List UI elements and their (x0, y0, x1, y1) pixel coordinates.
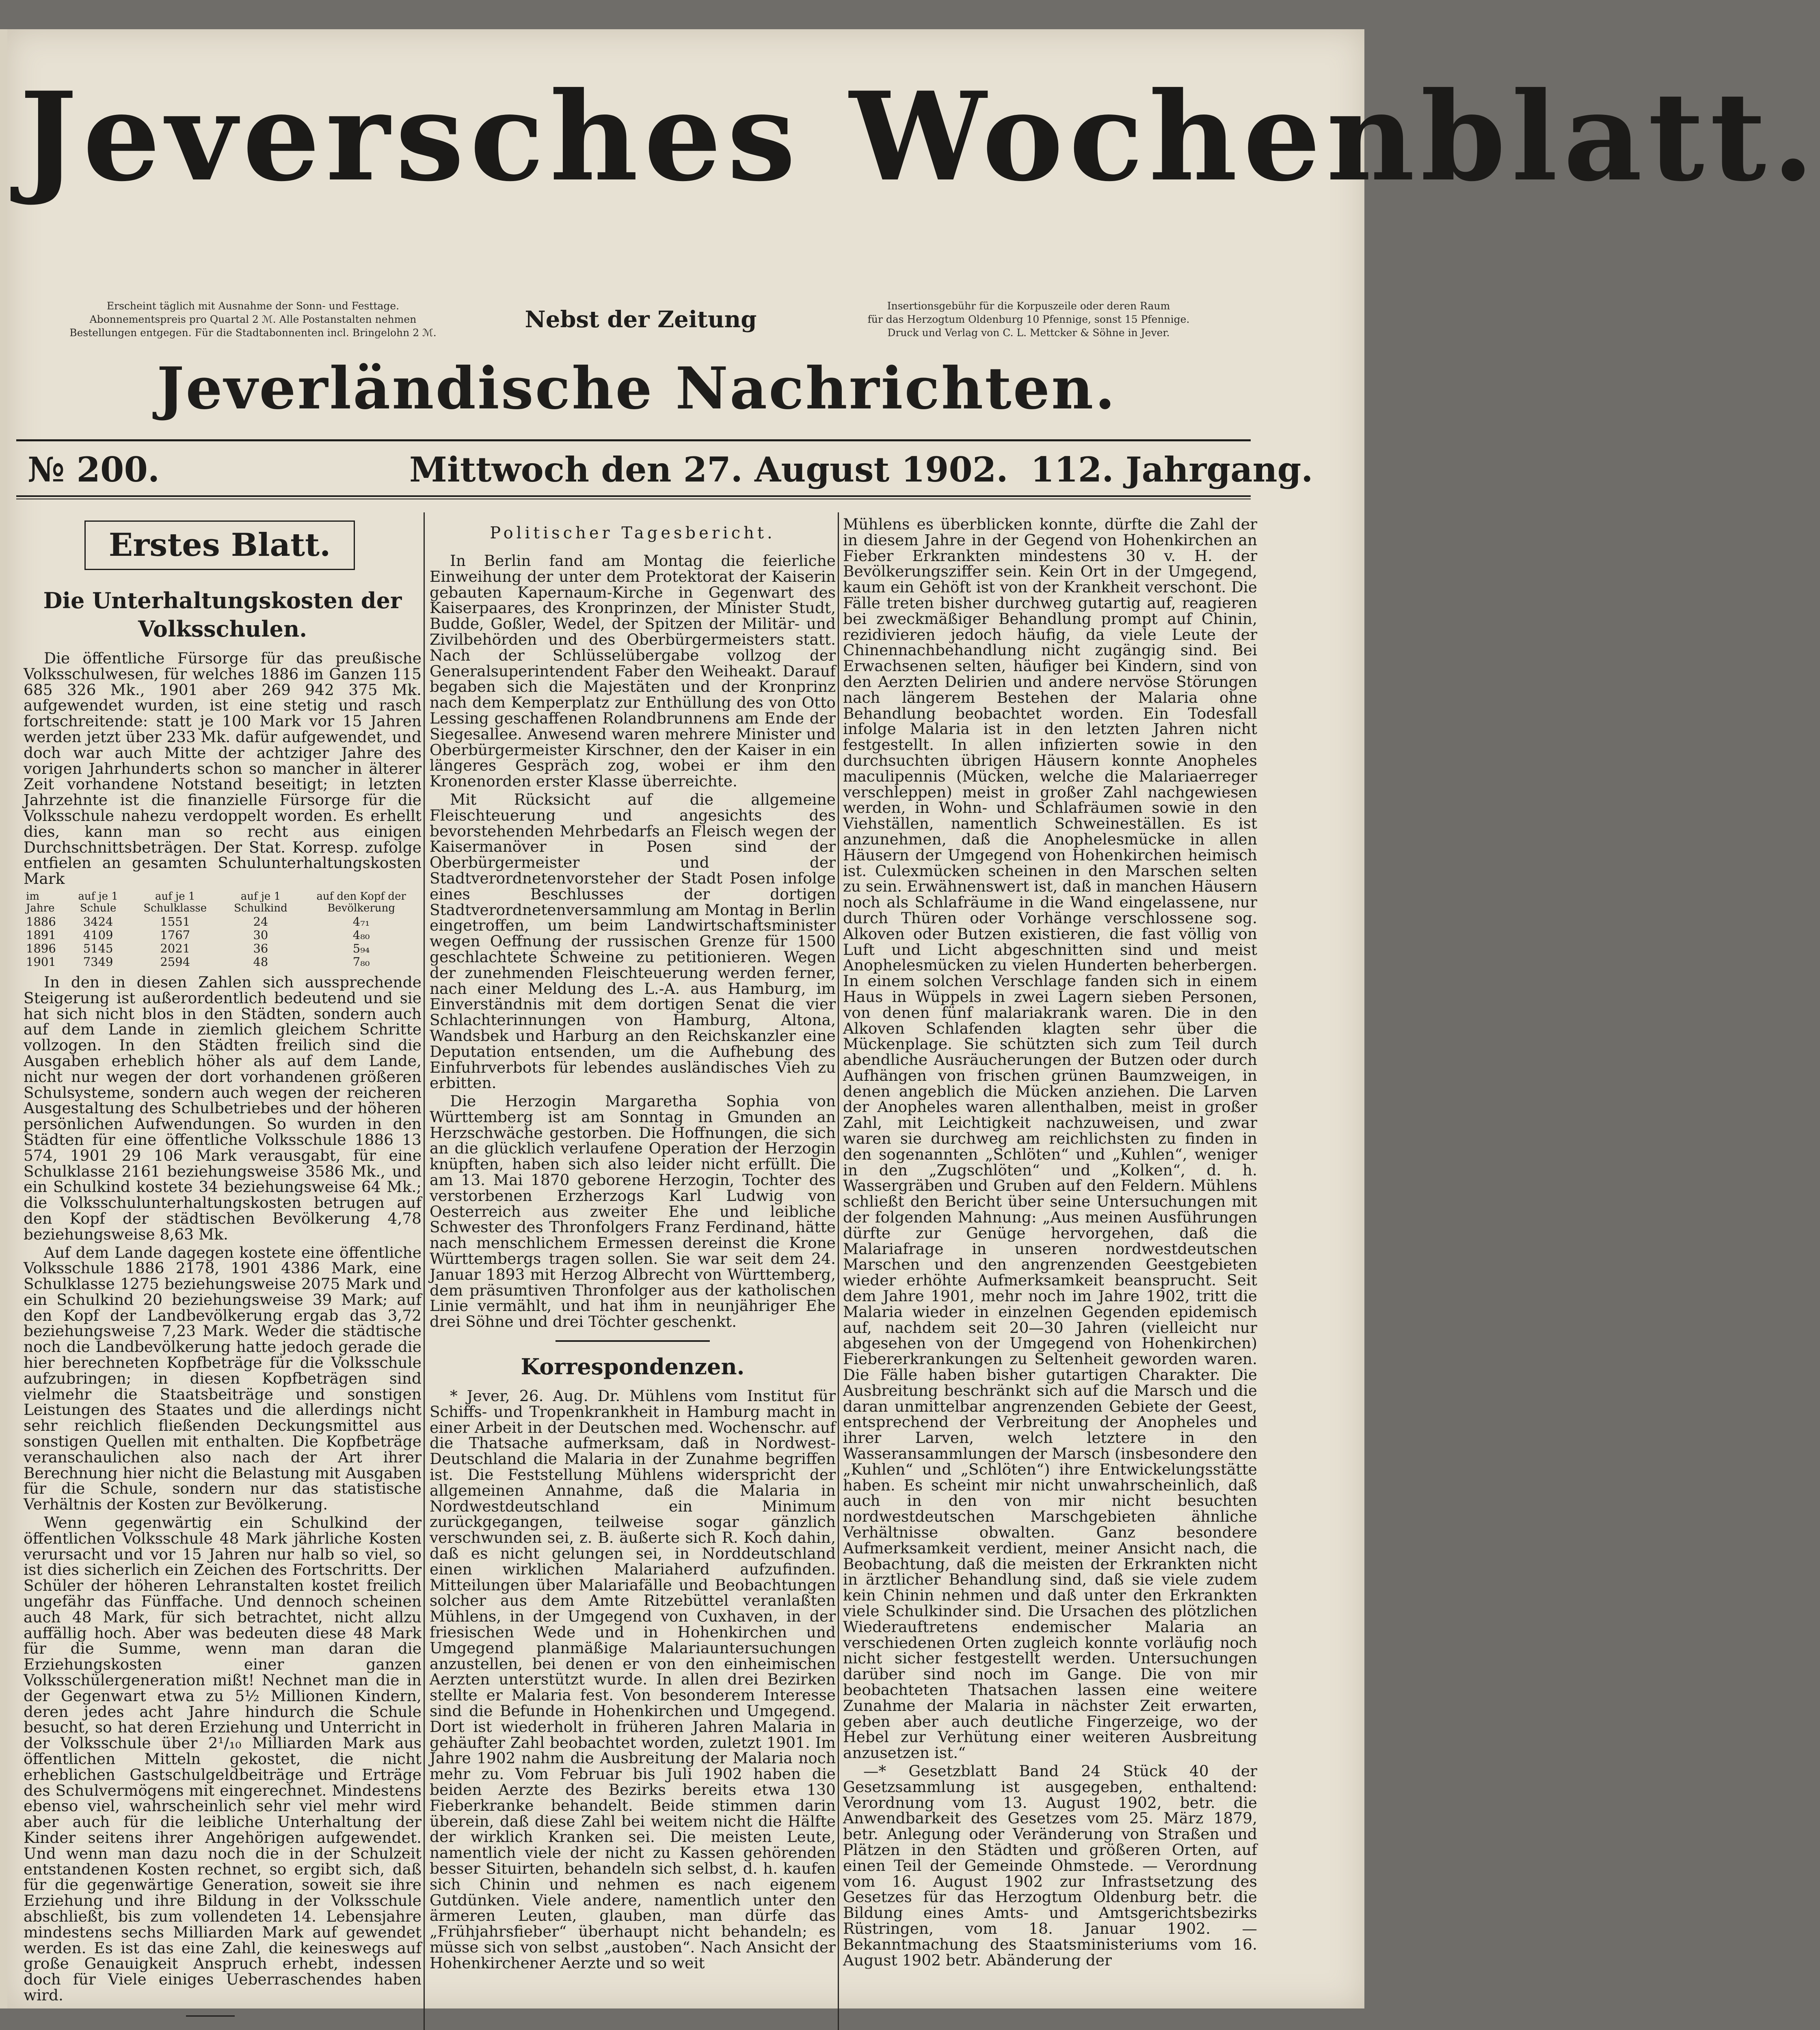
issue-volume: 112. Jahrgang. (1031, 449, 1313, 490)
table-cell: 1886 (26, 914, 56, 929)
article-paragraph: Mit Rücksicht auf die allgemeine Fleischteuerung und angesichts des bevorstehenden Mehrbedarfs an Fleisch wegen der Kaisermanöver in Posen sind der Oberbürgermeister und der Stadtverordnetenvorsteher der Stadt Posen infolge eines Beschlusses der dortigen Stadtverordnetenversammlung am Montag in Berlin eingetroffen, um beim Landwirtschaftsminister wegen Oeffnung der russischen Grenze für 1500 geschlachtete Schweine zu petitionieren. Wegen der zunehmenden Fleischteuerung werden ferner, nach einer Meldung des L.-A. aus Hamburg, im Einverständnis mit dem dortigen Senat die vier Schlachterinnungen von Hamburg, Altona, Wandsbek und Harburg an den Reichskanzler eine Deputation entsenden, um die Aufhebung des Einfuhrverbots für lebendes ausländisches Vieh zu erbitten. (430, 790, 836, 1092)
issue-number: № 200. (28, 449, 160, 490)
table-cell: 24 (253, 914, 268, 929)
table-cell: 2594 (160, 955, 190, 969)
advertising-line: Insertionsgebühr für die Korpuszeile oder deren Raum (887, 300, 1170, 312)
subscription-info (50, 299, 456, 339)
adjacent-page-edge (0, 29, 8, 2008)
table-header-cell: auf den Kopf der Bevölkerung (316, 890, 406, 914)
section-label: Erstes Blatt. (84, 520, 355, 570)
article-paragraph: Die Herzogin Margaretha Sophia von Württemberg ist am Sonntag in Gmunden an Herzschwäche gestorben. Die Hoffnungen, die sich an die glücklich verlaufene Operation der Herzogin knüpften, haben sich also leider nicht erfüllt. Die am 13. Mai 1870 geborene Herzogin, Tochter des verstorbenen Erzherzogs Karl Ludwig von Oesterreich aus zweiter Ehe und leibliche Schwester des Thronfolgers Franz Ferdinand, hätte nach menschlichem Ermessen dereinst die Krone Württembergs tragen sollen. Sie war seit dem 24. Januar 1893 mit Herzog Albrecht von Württemberg, dem präsumtiven Thronfolger aus der katholischen Linie vermählt, und hat ihm in neunjähriger Ehe drei Söhne und drei Töchter geschenkt. (430, 1092, 836, 1331)
article-end-rule (186, 2015, 235, 2017)
table-header-row (24, 890, 421, 915)
table-cell: 1891 (26, 928, 56, 942)
subscription-line: Bestellungen entgegen. Für die Stadtabonnenten incl. Bringelohn 2 ℳ. (69, 327, 437, 339)
article-paragraph: In Berlin fand am Montag die feierliche Einweihung der unter dem Protektorat der Kaiserin gebauten Kapernaum-Kirche in Gegenwart des Kaiserpaares, des Kronprinzen, der Minister Studt, Budde, Goßler, Wedel, der Spitzen der Militär- und Zivilbehörden und des Oberbürgermeisters statt. Nach der Schlüsselübergabe vollzog der Generalsuperintendent Faber den Weiheakt. Darauf begaben sich die Majestäten und der Kronprinz nach dem Kemperplatz zur Enthüllung des von Otto Lessing geschaffenen Rolandbrunnens am Ende der Siegesallee. Anwesend waren mehrere Minister und Oberbürgermeister Kirschner, den der Kaiser in ein längeres Gespräch zog, wobei er ihm den Kronenorden erster Klasse überreichte. (430, 552, 836, 790)
header-rule-top (16, 439, 1251, 441)
table-cell: 36 (253, 941, 268, 955)
table-cell: 1551 (160, 914, 190, 929)
advertising-info (813, 299, 1244, 339)
table-row (24, 955, 421, 969)
table-cell: 30 (253, 928, 268, 942)
subscription-line: Abonnementspreis pro Quartal 2 ℳ. Alle Postanstalten nehmen (89, 313, 417, 325)
masthead-subtitle: Jeverländische Nachrichten. (157, 355, 1117, 422)
statistics-table (24, 890, 421, 969)
table-cell: 5145 (83, 941, 113, 955)
section-separator (556, 1340, 710, 1342)
column-rule (424, 512, 425, 2030)
table-cell: 1896 (26, 941, 56, 955)
table-cell: 1767 (160, 928, 190, 942)
table-header-cell: auf je 1 Schulkind (234, 890, 287, 914)
article-paragraph: Mühlens es überblicken konnte, dürfte die Zahl der in diesem Jahre in der Gegend von Hohenkirchen an Fieber Erkrankten mindestens 30 v. H. der Bevölkerungsziffer sein. Kein Ort in der Umgegend, kaum ein Gehöft ist von der Krankheit verschont. Die Fälle treten bisher durchweg gutartig auf, reagieren bei zweckmäßiger Behandlung prompt auf Chinin, rezidivieren jedoch häufig, da viele Leute der Chinennachbehandlung nicht zugängig sind. Bei Erwachsenen selten, häufiger bei Kindern, sind von den Aerzten Delirien und andere nervöse Störungen nach längerem Bestehen der Malaria ohne Behandlung beobachtet worden. Ein Todesfall infolge Malaria ist in den letzten Jahren nicht festgestellt. In allen infizierten sowie in den durchsuchten übrigen Häusern konnte Anopheles maculipennis (Mücken, welche die Malariaerreger verschleppen) meist in großer Zahl nachgewiesen werden, in Wohn- und Schlafräumen sowie in den Viehställen, namentlich Schweineställen. Es ist anzunehmen, daß die Anophelesmücke in allen Häusern der Umgegend von Hohenkirchen heimisch ist. Culexmücken scheinen in den Marschen selten zu sein. Erwähnenswert ist, daß in manchen Häusern noch als Schlafräume in die Wand eingelassene, nur durch Thüren oder Vorhänge verschlossene sog. Alkoven oder Butzen existieren, die fast völlig von Luft und Licht abgeschnitten sind und meist Anophelesmücken zu vielen Hunderten beherbergen. In einem solchen Verschlage fanden sich in einem Haus in Wüppels in zwei Lagern sieben Personen, von denen fünf malariakrank waren. Die in den Alkoven Schlafenden klagten sehr über die Mückenplage. Sie schützten sich zum Teil durch abendliche Ausräucherungen der Butzen oder durch Aufhängen von frischen grünen Baumzweigen, in denen angeblich die Mücken anziehen. Die Larven der Anopheles waren allenthalben, meist in großer Zahl, mit Leichtigkeit nachzuweisen, und zwar waren sie durchweg am reichlichsten zu finden in den sogenannten „Schlöten“ und „Kuhlen“, weniger in den „Zugschlöten“ und „Kolken“, d. h. Wassergräben und Gruben auf den Feldern. Mühlens schließt den Bericht über seine Untersuchungen mit der folgenden Mahnung: „Aus meinen Ausführungen dürfte zur Genüge hervorgehen, daß die Malariafrage in unseren nordwestdeutschen Marschen und den angrenzenden Geestgebieten wieder erhöhte Aufmerksamkeit beansprucht. Seit dem Jahre 1901, mehr noch im Jahre 1902, tritt die Malaria wieder in einzelnen Gegenden epidemisch auf, nachdem seit 20—30 Jahren (vielleicht nur abgesehen von der Umgegend von Hohenkirchen) Fiebererkrankungen zu Seltenheit geworden waren. Die Fälle haben bisher gutartigen Charakter. Die Ausbreitung beschränkt sich auf die Marsch und die daran unmittelbar angrenzenden Gebiete der Geest, entsprechend der Verbreitung der Anopheles und ihrer Larven, welch letztere in den Wasseransammlungen der Marsch (insbesondere den „Kuhlen“ und „Schlöten“) ihre Entwickelungsstätte haben. Es scheint mir nicht unwahrscheinlich, daß auch in den von mir nicht besuchten nordwestdeutschen Marschgebieten ähnliche Verhältnisse obwalten. Ganz besondere Aufmerksamkeit verdient, meiner Ansicht nach, die Beobachtung, daß die meisten der Erkrankten nicht in ärztlicher Behandlung sind, daß sie viele zudem kein Chinin nehmen und daß unter den Erkrankten viele Schulkinder sind. Die Ursachen des plötzlichen Wiederauftretens endemischer Malaria an verschiedenen Orten zugleich konnte vorläufig noch nicht sicher festgestellt werden. Untersuchungen darüber sind noch im Gange. Die von mir beobachteten Thatsachen lassen eine weitere Zunahme der Malaria in nächster Zeit erwarten, geben aber auch deutliche Fingerzeige, wo der Hebel zur Verhütung einer weiteren Ausbreitung anzusetzen ist.“ (843, 515, 1257, 1762)
table-cell: 7349 (83, 955, 113, 969)
table-cell: 1901 (26, 955, 56, 969)
article-paragraph: In den in diesen Zahlen sich aussprechende Steigerung ist außerordentlich bedeutend und sie hat sich nicht blos in den Städten, sondern auch auf dem Lande in ziemlich gleichem Schritte vollzogen. In den Städten freilich sind die Ausgaben erheblich höher als auf dem Lande, nicht nur wegen der dort vorhandenen größeren Schulsysteme, sondern auch wegen der reicheren Ausgestaltung des Schulbetriebes und der höheren persönlichen Aufwendungen. So wurden in den Städten für eine öffentliche Volksschule 1886 13 574, 1901 29 106 Mark verausgabt, für eine Schulklasse 2161 beziehungsweise 3586 Mk., und ein Schulkind kostete 34 beziehungsweise 64 Mk.; die Volksschulunterhaltungskosten betrugen auf den Kopf der städtischen Bevölkerung 4,78 beziehungsweise 8,63 Mk. (24, 973, 421, 1243)
article-heading: Die Unterhaltungskosten der Volksschulen. (43, 587, 402, 642)
table-cell: 3424 (83, 914, 113, 929)
advertising-line: für das Herzogtum Oldenburg 10 Pfennige, sonst 15 Pfennige. (867, 313, 1190, 325)
column-3 (843, 516, 1257, 2030)
masthead-connector: Nebst der Zeitung (525, 306, 757, 333)
table-cell: 2021 (160, 941, 190, 955)
advertising-line: Druck und Verlag von C. L. Mettcker & Söhne in Jever. (887, 327, 1170, 339)
section-heading: Korrespondenzen. (521, 1354, 745, 1380)
column-rule (838, 512, 839, 2030)
article-paragraph: * Jever, 26. Aug. Dr. Mühlens vom Institut für Schiffs- und Tropenkrankheit in Hamburg macht in einer Arbeit in der Deutschen med. Wochenschr. auf die Thatsache aufmerksam, daß in Nordwest-Deutschland die Malaria in der Zunahme begriffen ist. Die Feststellung Mühlens widerspricht der allgemeinen Annahme, daß die Malaria in Nordwestdeutschland ein Minimum zurückgegangen, teilweise sogar gänzlich verschwunden sei, z. B. äußerte sich R. Koch dahin, daß es nicht gelungen sei, in Norddeutschland einen wirklichen Malariaherd aufzufinden. Mitteilungen über Malariafälle und Beobachtungen solcher aus dem Amte Ritzebüttel veranlaßten Mühlens, in der Umgegend von Cuxhaven, in der friesischen Wede und in Hohenkirchen und Umgegend planmäßige Malariauntersuchungen anzustellen, bei denen er von den einheimischen Aerzten unterstützt wurde. In allen drei Bezirken stellte er Malaria fest. Von besonderem Interesse sind die Befunde in Hohenkirchen und Umgegend. Dort ist wiederholt in früheren Jahren Malaria in gehäufter Zahl beobachtet worden, zuletzt 1901. Im Jahre 1902 nahm die Ausbreitung der Malaria noch mehr zu. Vom Februar bis Juli 1902 haben die beiden Aerzte des Bezirks bereits etwa 130 Fieberkranke behandelt. Beide stimmen darin überein, daß diese Zahl bei weitem nicht die Hälfte der wirklich Kranken sei. Die meisten Leute, namentlich viele der nicht zu Kassen gehörenden besser Situirten, behandeln sich selbst, d. h. kaufen sich Chinin und nehmen es nach eigenem Gutdünken. Viele andere, namentlich unter den ärmeren Leuten, glauben, man dürfe das „Frühjahrsfieber“ überhaupt nicht behandeln; es müsse sich von selbst „austoben“. Nach Ansicht der Hohenkirchener Aerzte und so weit (430, 1387, 836, 1972)
column-2 (430, 516, 836, 2030)
table-row (24, 915, 421, 929)
issue-date: Mittwoch den 27. August 1902. (409, 449, 1008, 490)
column-1 (24, 516, 421, 2030)
article-paragraph: Die öffentliche Fürsorge für das preußische Volksschulwesen, für welches 1886 im Ganzen 115 685 326 Mk., 1901 aber 269 942 375 Mk. aufgewendet wurden, ist eine stetig und rasch fortschreitende: statt je 100 Mark vor 15 Jahren werden jetzt über 233 Mk. dafür aufgewendet, und doch war auch Mitte der achtziger Jahre des vorigen Jahrhunderts schon so mancher in älterer Zeit vorhandene Notstand beseitigt; in letzten Jahrzehnte ist die finanzielle Fürsorge für die Volksschule nahezu verdoppelt worden. Es erhellt dies, kann man so recht aus einigen Durchschnittsbeträgen. Der Stat. Korresp. zufolge entfielen an gesamten Schulunterhaltungskosten Mark (24, 649, 421, 888)
section-heading: Politischer Tagesbericht. (490, 524, 776, 542)
subscription-line: Erscheint täglich mit Ausnahme der Sonn- und Festtage. (106, 300, 400, 312)
header-rule-bottom (16, 495, 1251, 497)
newspaper-page (7, 29, 1820, 2008)
table-cell: 4109 (83, 928, 113, 942)
masthead-title: Jeversches Wochenblatt. (19, 65, 1820, 208)
table-cell: 7₈₀ (352, 955, 370, 969)
article-paragraph: Auf dem Lande dagegen kostete eine öffentliche Volksschule 1886 2178, 1901 4386 Mark, eine Schulklasse 1275 beziehungsweise 2075 Mark und ein Schulkind 20 beziehungsweise 39 Mark; auf den Kopf der Landbevölkerung ergab das 3,72 beziehungsweise 7,23 Mark. Weder die städtische noch die Landbevölkerung hatte jedoch gerade die hier berechneten Kopfbeträge für die Volksschule aufzubringen; in diesen Kopfbeträgen sind vielmehr die Staatsbeiträge und sonstigen Leistungen des Staates und die allerdings nicht sehr reichlich fließenden Deckungsmittel aus sonstigen Quellen mit enthalten. Die Kopfbeträge veranschaulichen also nach der Art ihrer Berechnung hier nicht die Belastung mit Ausgaben für die Schule, sondern nur das statistische Verhältnis der Kosten zur Bevölkerung. (24, 1243, 421, 1514)
table-row (24, 929, 421, 942)
table-row (24, 942, 421, 955)
table-cell: 4₈₀ (352, 928, 370, 942)
table-header-cell: auf je 1 Schule (78, 890, 118, 914)
table-header-cell: im Jahre (26, 890, 55, 914)
table-cell: 4₇₁ (352, 914, 370, 929)
article-paragraph: Wenn gegenwärtig ein Schulkind der öffentlichen Volksschule 48 Mark jährliche Kosten verursacht und vor 15 Jahren nur halb so viel, so ist dies sicherlich ein Zeichen des Fortschritts. Der Schüler der höheren Lehranstalten kostet freilich ungefähr das Fünffache. Und dennoch scheinen auch 48 Mark, für sich betrachtet, nicht allzu auffällig hoch. Aber was bedeuten diese 48 Mark für die Summe, wenn man daran die Erziehungskosten einer ganzen Volksschülergeneration mißt! Nechnet man die in der Gegenwart etwa zu 5½ Millionen Kindern, deren jedes acht Jahre hindurch die Schule besucht, so hat deren Erziehung und Unterricht in der Volksschule über 2¹/₁₀ Milliarden Mark aus öffentlichen Mitteln gekostet, die nicht erheblichen Gastschulgeldbeiträge und Erträge des Schulvermögens mit eingerechnet. Mindestens ebenso viel, wahrscheinlich sehr viel mehr wird aber auch für die leibliche Unterhaltung der Kinder seitens ihrer Angehörigen aufgewendet. Und wenn man dazu noch die in der Schulzeit entstandenen Kosten rechnet, so ergibt sich, daß für die gegenwärtige Generation, soweit sie ihre Erziehung und ihre Bildung in der Volksschule abschließt, bis zum vollendeten 14. Lebensjahre mindestens sechs Milliarden Mark auf gewendet werden. Es ist das eine Zahl, die keineswegs auf große Genauigkeit Anspruch erhebt, indessen doch für Viele einiges Ueberraschendes haben wird. (24, 1514, 421, 2004)
table-cell: 48 (253, 955, 268, 969)
table-header-cell: auf je 1 Schulklasse (143, 890, 207, 914)
article-paragraph: —* Gesetzblatt Band 24 Stück 40 der Gesetzsammlung ist ausgegeben, enthaltend: Verordnung vom 13. August 1902, betr. die Anwendbarkeit des Gesetzes vom 25. März 1879, betr. Anlegung oder Veränderung von Straßen und Plätzen in den Städten und größeren Orten, auf einen Teil der Gemeinde Ohmstede. — Verordnung vom 16. August 1902 zur Infrastsetzung des Gesetzes für das Herzogtum Oldenburg betr. die Bildung eines Amts- und Amtsgerichtsbezirks Rüstringen, vom 18. Januar 1902. — Bekanntmachung des Staatsministeriums vom 16. August 1902 betr. Abänderung der (843, 1762, 1257, 1969)
table-cell: 5₉₄ (352, 941, 370, 955)
